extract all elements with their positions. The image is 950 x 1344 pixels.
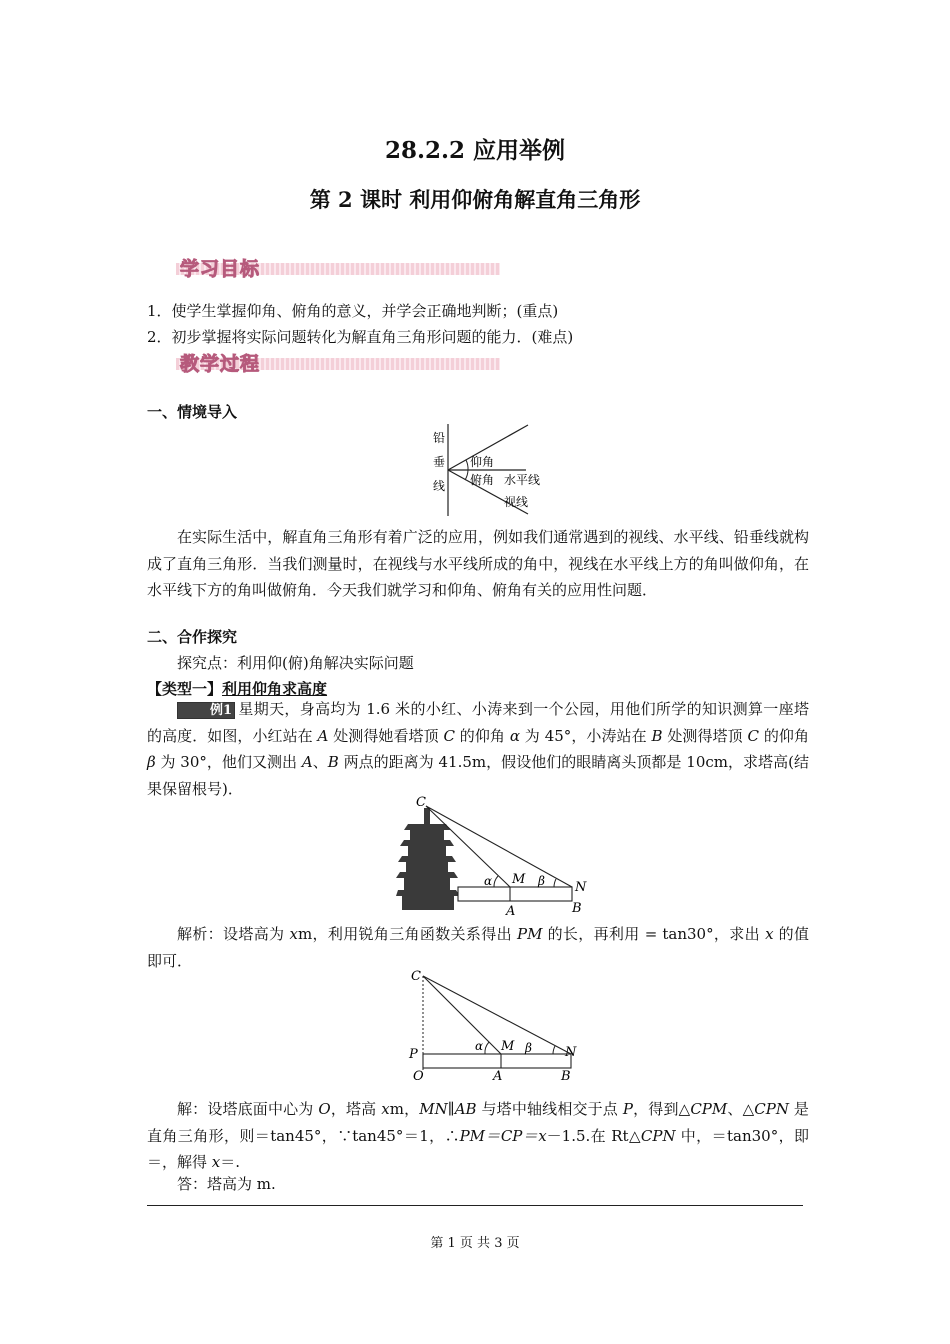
label-B: B (561, 1069, 571, 1084)
solution-text: 设塔底面中心为 (207, 1100, 319, 1118)
alpha-arc (485, 1042, 489, 1054)
vertical-label-2: 垂 (433, 455, 446, 469)
example-text: 、 (312, 753, 328, 771)
figure-pagoda (396, 794, 596, 918)
solution-text: 、△ (727, 1100, 755, 1118)
page-title: 28.2.2 应用举例 (384, 137, 566, 164)
type-tag: 【类型一】 (147, 680, 223, 698)
solution-text: ，得到△ (632, 1100, 691, 1118)
label-O: O (413, 1069, 424, 1084)
horizontal-label: 水平线 (504, 473, 541, 487)
depression-arc (465, 470, 468, 480)
point-label: B (327, 753, 339, 771)
footer-divider (147, 1205, 803, 1206)
elevation-label: 仰角 (470, 455, 495, 469)
example-paragraph (147, 696, 809, 802)
variable: x (381, 1100, 390, 1118)
label-alpha: α (475, 1039, 484, 1053)
angle-label: β (147, 753, 156, 771)
section-heading-explore: 二、合作探究 (147, 628, 238, 646)
beta-arc (554, 879, 556, 887)
analysis-text: 设塔高为 (223, 925, 290, 943)
page-subtitle: 第 2 课时 利用仰俯角解直角三角形 (309, 187, 641, 212)
point-label: B (651, 726, 663, 745)
pagoda-silhouette (396, 808, 460, 910)
alpha-arc (494, 876, 498, 887)
point-label: A (301, 753, 313, 771)
variable: x (289, 925, 298, 943)
triangle-label: CPN (640, 1126, 676, 1145)
example-text: 为 30°，他们又测出 (155, 753, 302, 771)
solution-text: 与塔中轴线相交于点 (476, 1100, 623, 1118)
answer-line: 答：塔高为 m. (177, 1175, 276, 1193)
banner-label: 教学过程 (180, 353, 261, 375)
ground-box (458, 887, 572, 901)
explore-point: 探究点：利用仰(俯)角解决实际问题 (177, 654, 414, 672)
analysis-label: 解析： (177, 925, 224, 943)
example-text: 处测得塔顶 (662, 726, 748, 745)
point-label: O (318, 1100, 331, 1118)
solution-text: ，塔高 (330, 1100, 382, 1118)
label-P: P (409, 1047, 418, 1062)
label-beta: β (525, 1041, 532, 1055)
goal-item-1: 1．使学生掌握仰角、俯角的意义，并学会正确地判断；(重点) (147, 302, 559, 320)
point-label: P (622, 1100, 633, 1118)
variable: x (211, 1153, 221, 1171)
solution-paragraph (147, 1096, 809, 1176)
solution-text: m， (389, 1100, 420, 1118)
vertical-label-3: 线 (433, 479, 446, 493)
label-A: A (493, 1069, 503, 1084)
solution-text: 是直角三角形，则＝tan45°，∵tan45°＝1，∴ (147, 1100, 809, 1145)
solution-text: －1.5.在 Rt△ (546, 1126, 641, 1145)
triangle-label: CPN (754, 1100, 789, 1118)
goal-item-2: 2．初步掌握将实际问题转化为解直角三角形问题的能力．(难点) (147, 328, 574, 346)
page-number: 第 1 页 共 3 页 (430, 1236, 520, 1251)
banner-teaching-process (176, 350, 500, 374)
solution-text: ＝. (220, 1153, 241, 1171)
line-CN (423, 976, 571, 1054)
label-alpha: α (484, 874, 493, 888)
example-text: 两点的距离为 41.5m，假设他们的眼睛离头顶都是 10cm，求塔高(结果保留根号)． (147, 753, 809, 798)
label-A: A (506, 904, 516, 918)
point-label: A (317, 726, 329, 745)
depression-label: 俯角 (470, 473, 495, 487)
example-badge: 例1 (177, 702, 235, 719)
banner-learning-goals (176, 255, 500, 279)
ground-box (423, 1054, 571, 1068)
solution-label: 解： (177, 1100, 208, 1118)
variable: x (765, 925, 774, 943)
triangle-label: CPM (690, 1100, 728, 1118)
type-title: 利用仰角求高度 (222, 680, 328, 698)
vertical-label-1: 铅 (433, 431, 446, 445)
label-beta: β (538, 874, 545, 888)
label-M: M (501, 1039, 515, 1054)
equation: PM＝CP＝x (459, 1126, 547, 1145)
label-M: M (512, 872, 526, 887)
segment-label: MN∥AB (419, 1100, 477, 1118)
analysis-text: 的长，再利用 = tan30°，求出 (542, 925, 766, 943)
label-N: N (565, 1045, 577, 1060)
angle-label: α (509, 726, 520, 745)
analysis-paragraph (147, 921, 809, 974)
example-text: 处测得她看塔顶 (328, 726, 444, 745)
sight-label: 视线 (504, 495, 529, 509)
solution-text: 中，＝tan30°，即＝，解得 (147, 1126, 809, 1171)
example-text: 星期天，身高均为 1.6 米的小红、小涛来到一个公园，用他们所学的知识测算一座塔的高度．如图，小红站在 (147, 700, 809, 745)
label-C: C (411, 969, 421, 984)
example-text: 的仰角 (759, 726, 809, 745)
label-C: C (416, 795, 426, 810)
intro-paragraph: 在实际生活中，解直角三角形有着广泛的应用，例如我们通常遇到的视线、水平线、铅垂线就构成了直角三角形．当我们测量时，在视线与水平线所成的角中，视线在水平线上方的角叫做仰角，在水平线下方的角叫做俯角．今天我们就学习和仰角、俯角有关的应用性问题． (147, 528, 809, 599)
label-B: B (572, 901, 582, 916)
segment-label: PM (517, 925, 543, 943)
label-N: N (575, 880, 587, 895)
point-label: C (443, 726, 455, 745)
analysis-text: m，利用锐角三角函数关系得出 (297, 925, 518, 943)
analysis-text: 的值即可． (147, 925, 809, 970)
beta-arc (553, 1046, 555, 1054)
elevation-arc (466, 460, 468, 470)
figure-geometry-model (405, 968, 585, 1086)
point-label: C (747, 726, 759, 745)
figure-angle-definitions (430, 422, 560, 518)
example-text: 为 45°，小涛站在 (519, 726, 652, 745)
example-text: 的仰角 (454, 726, 510, 745)
banner-label: 学习目标 (180, 258, 261, 280)
section-heading-intro: 一、情境导入 (147, 403, 238, 421)
